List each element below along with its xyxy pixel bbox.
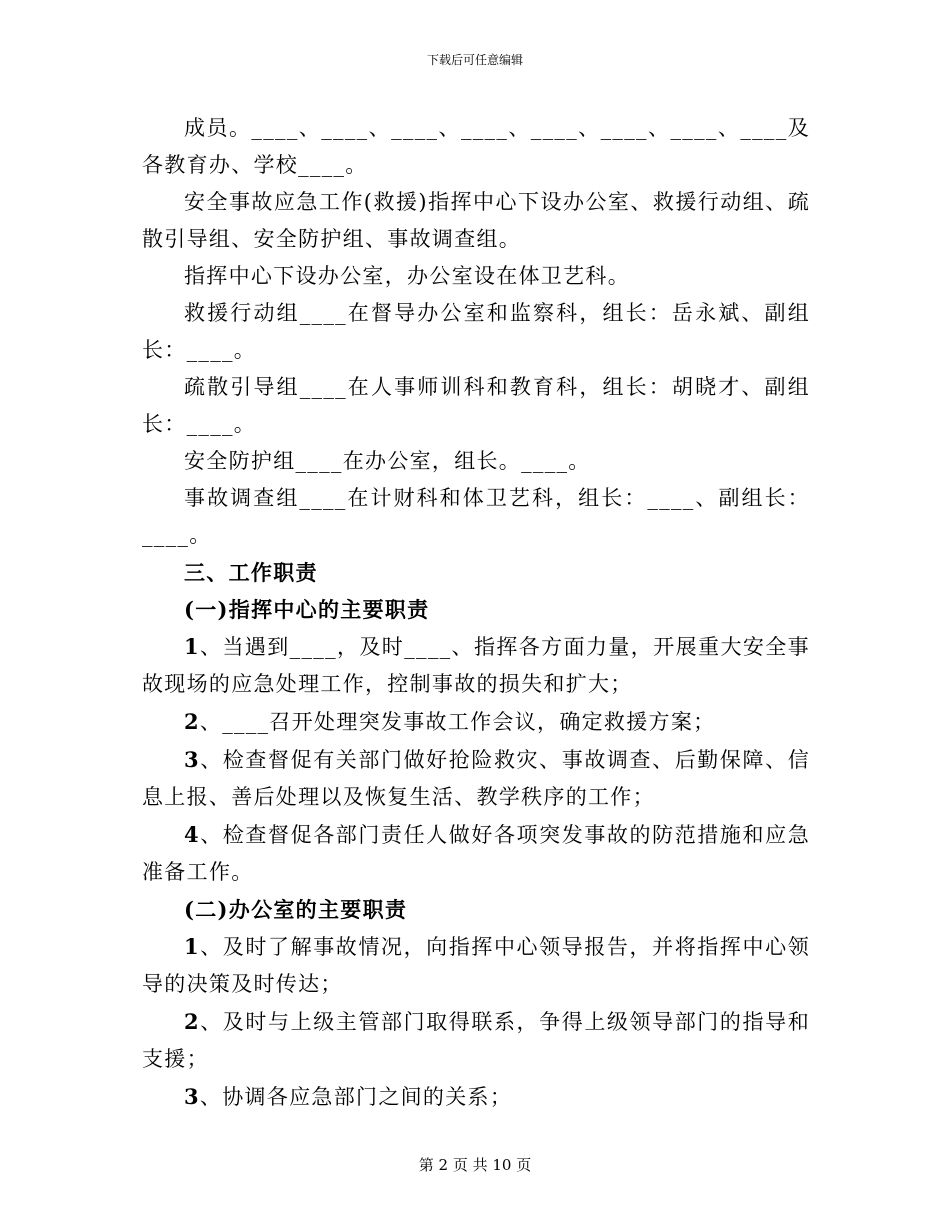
item-text: 、检查督促有关部门做好抢险救灾、事故调查、后勤保障、信息上报、善后处理以及恢复生活、教学秩序的工作；: [142, 748, 810, 809]
subsection-title-office: (二)办公室的主要职责: [184, 897, 408, 922]
item-text: 、当遇到____，及时____、指挥各方面力量，开展重大安全事故现场的应急处理工作，控制事故的损失和扩大；: [142, 635, 810, 696]
office-paragraph: 指挥中心下设办公室，办公室设在体卫艺科。: [184, 264, 630, 288]
evacuation-group-paragraph: 疏散引导组____在人事师训科和教育科，组长：胡晓才、副组长：____。: [142, 375, 810, 436]
document-body: [142, 110, 810, 1116]
item-number: 2: [184, 1009, 200, 1034]
item-text: 、协调各应急部门之间的关系；: [199, 1085, 513, 1109]
item-number: 3: [184, 747, 200, 772]
item-text: 、____召开处理突发事故工作会议，确定救援方案；: [199, 710, 716, 734]
investigation-group-paragraph: 事故调查组____在计财科和体卫艺科，组长：____、副组长：____。: [142, 486, 810, 547]
item-number: 2: [184, 709, 200, 734]
list-item: [142, 816, 810, 891]
list-item: [142, 1078, 810, 1116]
item-text: 、及时了解事故情况，向指挥中心领导报告，并将指挥中心领导的决策及时传达；: [142, 935, 810, 996]
rescue-group-paragraph: 救援行动组____在督导办公室和监察科，组长：岳永斌、副组长：____。: [142, 301, 810, 362]
item-number: 1: [184, 634, 200, 659]
item-text: 、及时与上级主管部门取得联系，争得上级领导部门的指导和支援；: [142, 1010, 810, 1071]
list-item: [142, 628, 810, 703]
list-item: [142, 1003, 810, 1078]
list-item: [142, 703, 810, 741]
item-number: 1: [184, 934, 200, 959]
protection-group-paragraph: 安全防护组____在办公室，组长。____。: [184, 449, 591, 473]
members-paragraph: 成员。____、____、____、____、____、____、____、____及各教育办、学校____。: [142, 116, 810, 177]
section-title: 三、工作职责: [184, 560, 318, 585]
item-number: 4: [184, 822, 200, 847]
list-item: [142, 741, 810, 816]
structure-paragraph: 安全事故应急工作(救援)指挥中心下设办公室、救援行动组、疏散引导组、安全防护组、事故调查组。: [142, 190, 810, 251]
item-number: 3: [184, 1084, 200, 1109]
subsection-title-command: (一)指挥中心的主要职责: [184, 597, 430, 622]
page-header: 下载后可任意编辑: [426, 53, 523, 67]
list-item: [142, 928, 810, 1003]
page-footer: 第 2 页 共 10 页: [418, 1156, 532, 1174]
item-text: 、检查督促各部门责任人做好各项突发事故的防范措施和应急准备工作。: [142, 823, 810, 884]
